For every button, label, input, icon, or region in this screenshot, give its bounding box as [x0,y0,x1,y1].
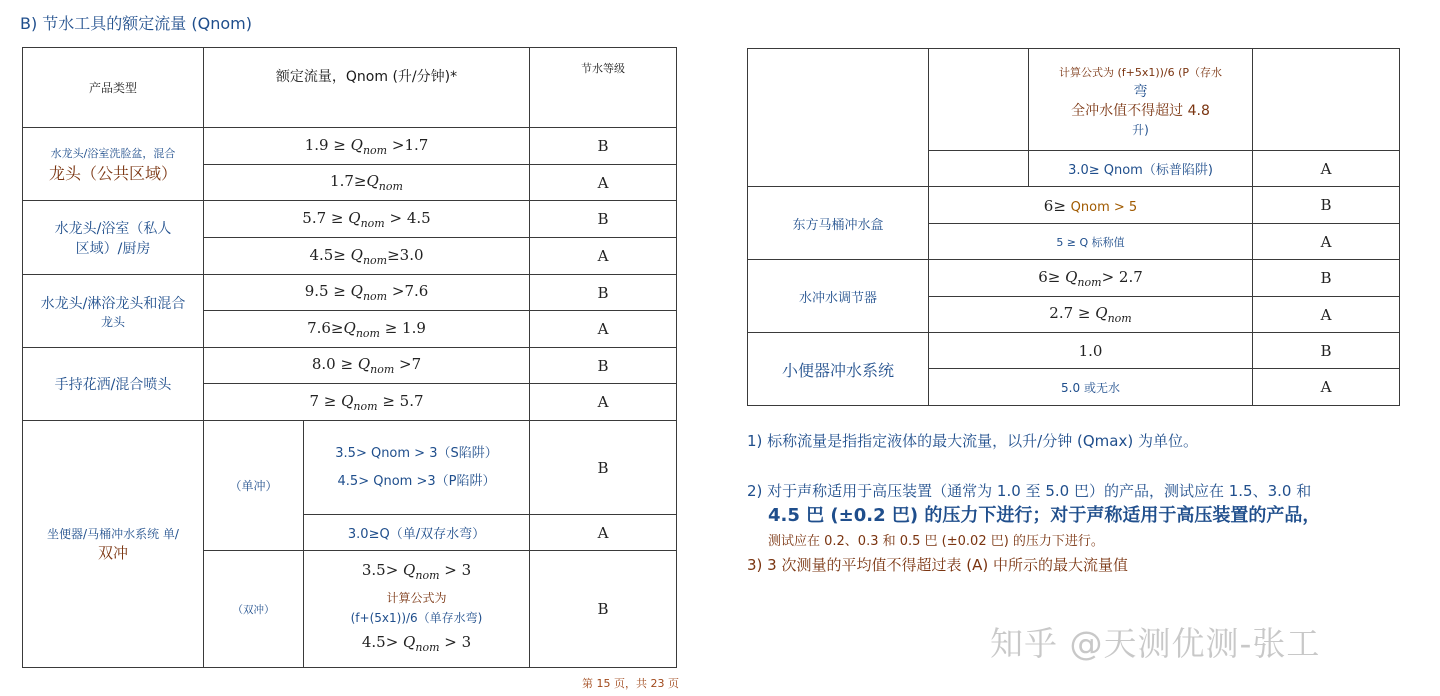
type-faucet-public: 水龙头/浴室洗脸盆，混合 龙头（公共区域） [23,128,204,201]
note-2-line-2: 4.5 巴 (±0.2 巴) 的压力下进行；对于声称适用于高压装置的产品， [768,505,1321,526]
grade-cell: B [1253,187,1400,224]
grade-cell: A [530,165,677,201]
flow-cell: $7 \ge Q_{nom} \ge 5.7$ [204,384,530,421]
flow-cell: $1.7\ge Q_{nom}$ [204,165,530,201]
flow-cell: 1.0 [929,333,1253,369]
flow-cell: 5.0 或无水 [929,369,1253,406]
grade-cell: A [530,311,677,348]
grade-cell: B [530,128,677,165]
grade-cell: B [530,551,677,668]
flow-cell: $2.7 \ge Q_{nom}$ [929,297,1253,333]
header-grade: 节水等级 [530,48,677,128]
page-number: 第 15 页，共 23 页 [582,677,679,690]
grade-cell: B [530,275,677,311]
flow-cell: 3.5> Qnom > 3（S陷阱） 4.5> Qnom >3（P陷阱） [304,421,530,515]
type-faucet-private: 水龙头/浴室（私人 区域）/厨房 [23,201,204,275]
grade-cell: B [530,348,677,384]
grade-cell: A [1253,369,1400,406]
right-flow-table [747,48,1400,406]
grade-cell: A [1253,297,1400,333]
type-toilet: 坐便器/马桶冲水系统 单/ 双冲 [23,421,204,668]
note-3: 3) 3 次测量的平均值不得超过表 (A) 中所示的最大流量值 [747,556,1128,574]
single-flush-label: （单冲） [204,421,304,551]
header-product-type: 产品类型 [23,48,204,128]
sub-empty-cell [929,151,1029,187]
flow-cell: $3.5> Q_{nom} > 3$ 计算公式为 (f+(5x1))/6（单存水弯) $4.5> Q_{nom} > 3$ [304,551,530,668]
flow-cell: 3.0≥Q（单/双存水弯） [304,515,530,551]
flow-cell: 6≥ Qnom > 5 [929,187,1253,224]
grade-empty-cell [1253,49,1400,151]
note-2-line-3: 测试应在 0.2、0.3 和 0.5 巴 (±0.02 巴) 的压力下进行。 [768,534,1104,549]
grade-cell: B [1253,260,1400,297]
sub-empty-cell [929,49,1029,151]
flow-cell: $4.5\ge Q_{nom}\ge 3.0$ [204,238,530,275]
grade-cell: A [530,515,677,551]
flow-cell: $6\ge Q_{nom}> 2.7$ [929,260,1253,297]
grade-cell: B [530,421,677,515]
type-continued-empty [748,49,929,187]
flow-cell: $8.0 \ge Q_{nom} >7$ [204,348,530,384]
note-2-line-1: 2) 对于声称适用于高压装置（通常为 1.0 至 5.0 巴）的产品，测试应在 1.5、3.0 和 [747,482,1312,500]
grade-cell: A [1253,151,1400,187]
flow-cell: $7.6\ge Q_{nom} \ge 1.9$ [204,311,530,348]
flow-cell: $5.7 \ge Q_{nom} > 4.5$ [204,201,530,238]
header-rated-flow: 额定流量，Qnom (升/分钟)* [204,48,530,128]
grade-cell: B [1253,333,1400,369]
grade-cell: A [1253,224,1400,260]
dual-flush-label: （双冲） [204,551,304,668]
section-heading: B) 节水工具的额定流量 (Qnom) [20,14,252,33]
flow-cell: $1.9 \ge Q_{nom} >1.7$ [204,128,530,165]
grade-cell: A [530,384,677,421]
grade-cell: B [530,201,677,238]
grade-cell: A [530,238,677,275]
flow-cell: $9.5 \ge Q_{nom} >7.6$ [204,275,530,311]
left-flow-table [22,47,677,668]
type-eastern-flush: 东方马桶冲水盒 [748,187,929,260]
flow-cell: 计算公式为 (f+5x1))/6 (P（存水 弯 全冲水值不得超过 4.8 升) [1029,49,1253,151]
type-flush-regulator: 水冲水调节器 [748,260,929,333]
type-urinal: 小便器冲水系统 [748,333,929,406]
note-1: 1) 标称流量是指指定液体的最大流量，以升/分钟 (Qmax) 为单位。 [747,432,1198,450]
type-handheld-shower: 手持花洒/混合喷头 [23,348,204,421]
flow-cell: 3.0≥ Qnom（标普陷阱) [1029,151,1253,187]
watermark: 知乎 @天测优测-张工 [990,624,1321,663]
flow-cell: 5 ≥ Q 标称值 [929,224,1253,260]
type-shower-mixer: 水龙头/淋浴龙头和混合 龙头 [23,275,204,348]
